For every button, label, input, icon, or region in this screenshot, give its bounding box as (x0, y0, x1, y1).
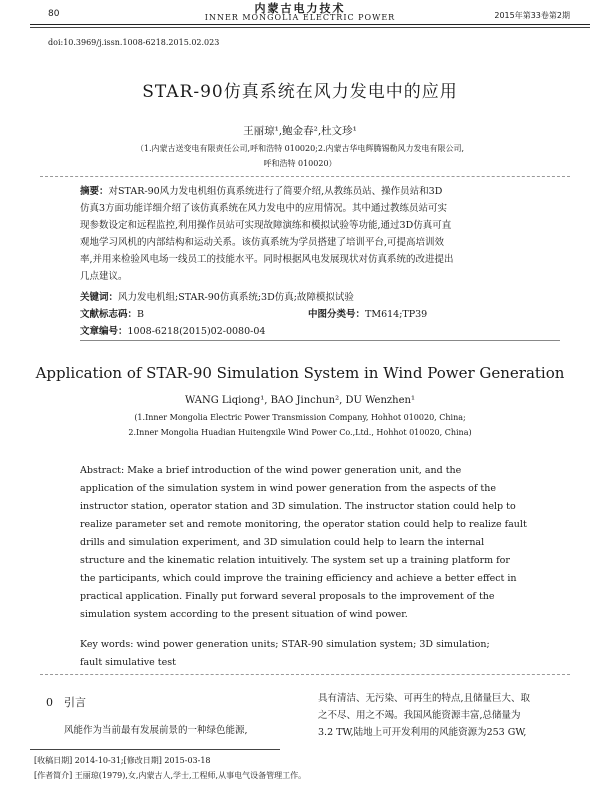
abstract-cn-line: 摘要：对STAR-90风力发电机组仿真系统进行了简要介绍,从教练员站、操作员站和3D (80, 186, 443, 197)
abstract-en-line: instructor station, operator station and 3D simulation. The instructor station could help to (80, 501, 516, 512)
abstract-cn-line: 现参数设定和远程监控,利用操作员站可实现故障演练和模拟试验等功能,通过3D仿真可直 (80, 220, 452, 231)
abstract-en-line: Abstract: Make a brief introduction of the wind power generation unit, and the (80, 465, 462, 476)
page-number: 80 (48, 9, 60, 19)
footnote-received: [收稿日期] 2014-10-31;[修改日期] 2015-03-18 (34, 756, 211, 765)
article-number: 文章编号：1008-6218(2015)02-0080-04 (80, 326, 266, 337)
separator-dashed-lower (40, 674, 570, 675)
article-number-rule (80, 340, 560, 341)
running-header (0, 0, 600, 30)
journal-title-en: INNER MONGOLIA ELECTRIC POWER (204, 13, 396, 22)
abstract-en-line: the participants, which could improve the training efficiency and achieve a better effect in (80, 573, 517, 584)
abstract-en-line: structure and the kinematic relation intuitively. The system set up a training platform for (80, 555, 510, 566)
journal-title-cn: 内蒙古电力技术 (254, 2, 346, 15)
abstract-en-line: simulation system according to the present situation of wind power. (80, 609, 408, 620)
abstract-en-line: practical application. Finally put forward several proposals to the improvement of the (80, 591, 495, 602)
abstract-en-line: realize parameter set and remote monitoring, the operator station could help to realize fault (80, 519, 527, 530)
header-rule-thin (30, 27, 590, 28)
affiliation-cn-1: （1.内蒙古送变电有限责任公司,呼和浩特 010020;2.内蒙古华电辉腾锡勒风力发电有限公司, (135, 144, 465, 153)
abstract-cn-label: 摘要： (80, 186, 109, 197)
authors-en: WANG Liqiong¹, BAO Jinchun², DU Wenzhen¹ (185, 395, 415, 406)
footnote-rule (30, 749, 280, 750)
clc-number: 中图分类号：TM614;TP39 (308, 309, 428, 320)
issue-info: 2015年第33卷第2期 (494, 11, 570, 20)
footnote-author: [作者简介] 王丽琼(1979),女,内蒙古人,学士,工程师,从事电气设备管理工作。 (34, 771, 307, 780)
abstract-cn-line: 几点建议。 (80, 271, 128, 282)
abstract-cn-line: 率,并用来检验风电场一线员工的技能水平。同时根据风电发展现状对仿真系统的改进提出 (80, 254, 454, 265)
title-cn: STAR-90仿真系统在风力发电中的应用 (142, 82, 458, 102)
keywords-cn-text: 风力发电机组;STAR-90仿真系统;3D仿真;故障模拟试验 (118, 292, 354, 303)
document-code: 文献标志码：B (80, 309, 144, 320)
abstract-cn-line: 仿真3方面功能详细介绍了该仿真系统在风力发电中的应用情况。其中通过教练员站可实 (80, 203, 448, 214)
affiliation-cn-2: 呼和浩特 010020） (263, 159, 337, 168)
abstract-en-line: application of the simulation system in wind power generation from the aspects of the (80, 483, 496, 494)
authors-cn: 王丽琼¹,鲍金春²,杜文珍¹ (243, 125, 357, 137)
affiliation-en-1: (1.Inner Mongolia Electric Power Transmission Company, Hohhot 010020, China; (134, 413, 466, 422)
section-heading-intro: 0 引言 (46, 696, 86, 709)
title-en: Application of STAR-90 Simulation System in Wind Power Generation (35, 364, 565, 382)
abstract-en-label: Abstract: (80, 465, 125, 476)
affiliation-en-2: 2.Inner Mongolia Huadian Huitengxile Wind Power Co.,Ltd., Hohhot 010020, China) (128, 428, 472, 437)
doi: doi:10.3969/j.issn.1008-6218.2015.02.023 (48, 38, 220, 47)
separator-dashed (40, 176, 570, 177)
keywords-en-label: Key words: (80, 639, 134, 650)
body-left-line: 风能作为当前最有发展前景的一种绿色能源, (64, 725, 248, 736)
body-right-line: 具有清洁、无污染、可再生的特点,且储量巨大、取 (318, 693, 531, 704)
keywords-cn-label: 关键词： (80, 292, 119, 303)
abstract-cn-line: 观地学习风机的内部结构和运动关系。该仿真系统为学员搭建了培训平台,可提高培训效 (80, 237, 445, 248)
header-rule (30, 24, 590, 25)
body-right-line: 3.2 TW,陆地上可开发利用的风能资源为253 GW, (318, 727, 527, 738)
body-right-line: 之不尽、用之不竭。我国风能资源丰富,总储量为 (318, 710, 521, 721)
abstract-en-line: drills and simulation experiment, and 3D simulation could help to learn the internal (80, 537, 485, 548)
keywords-cn (80, 289, 560, 306)
